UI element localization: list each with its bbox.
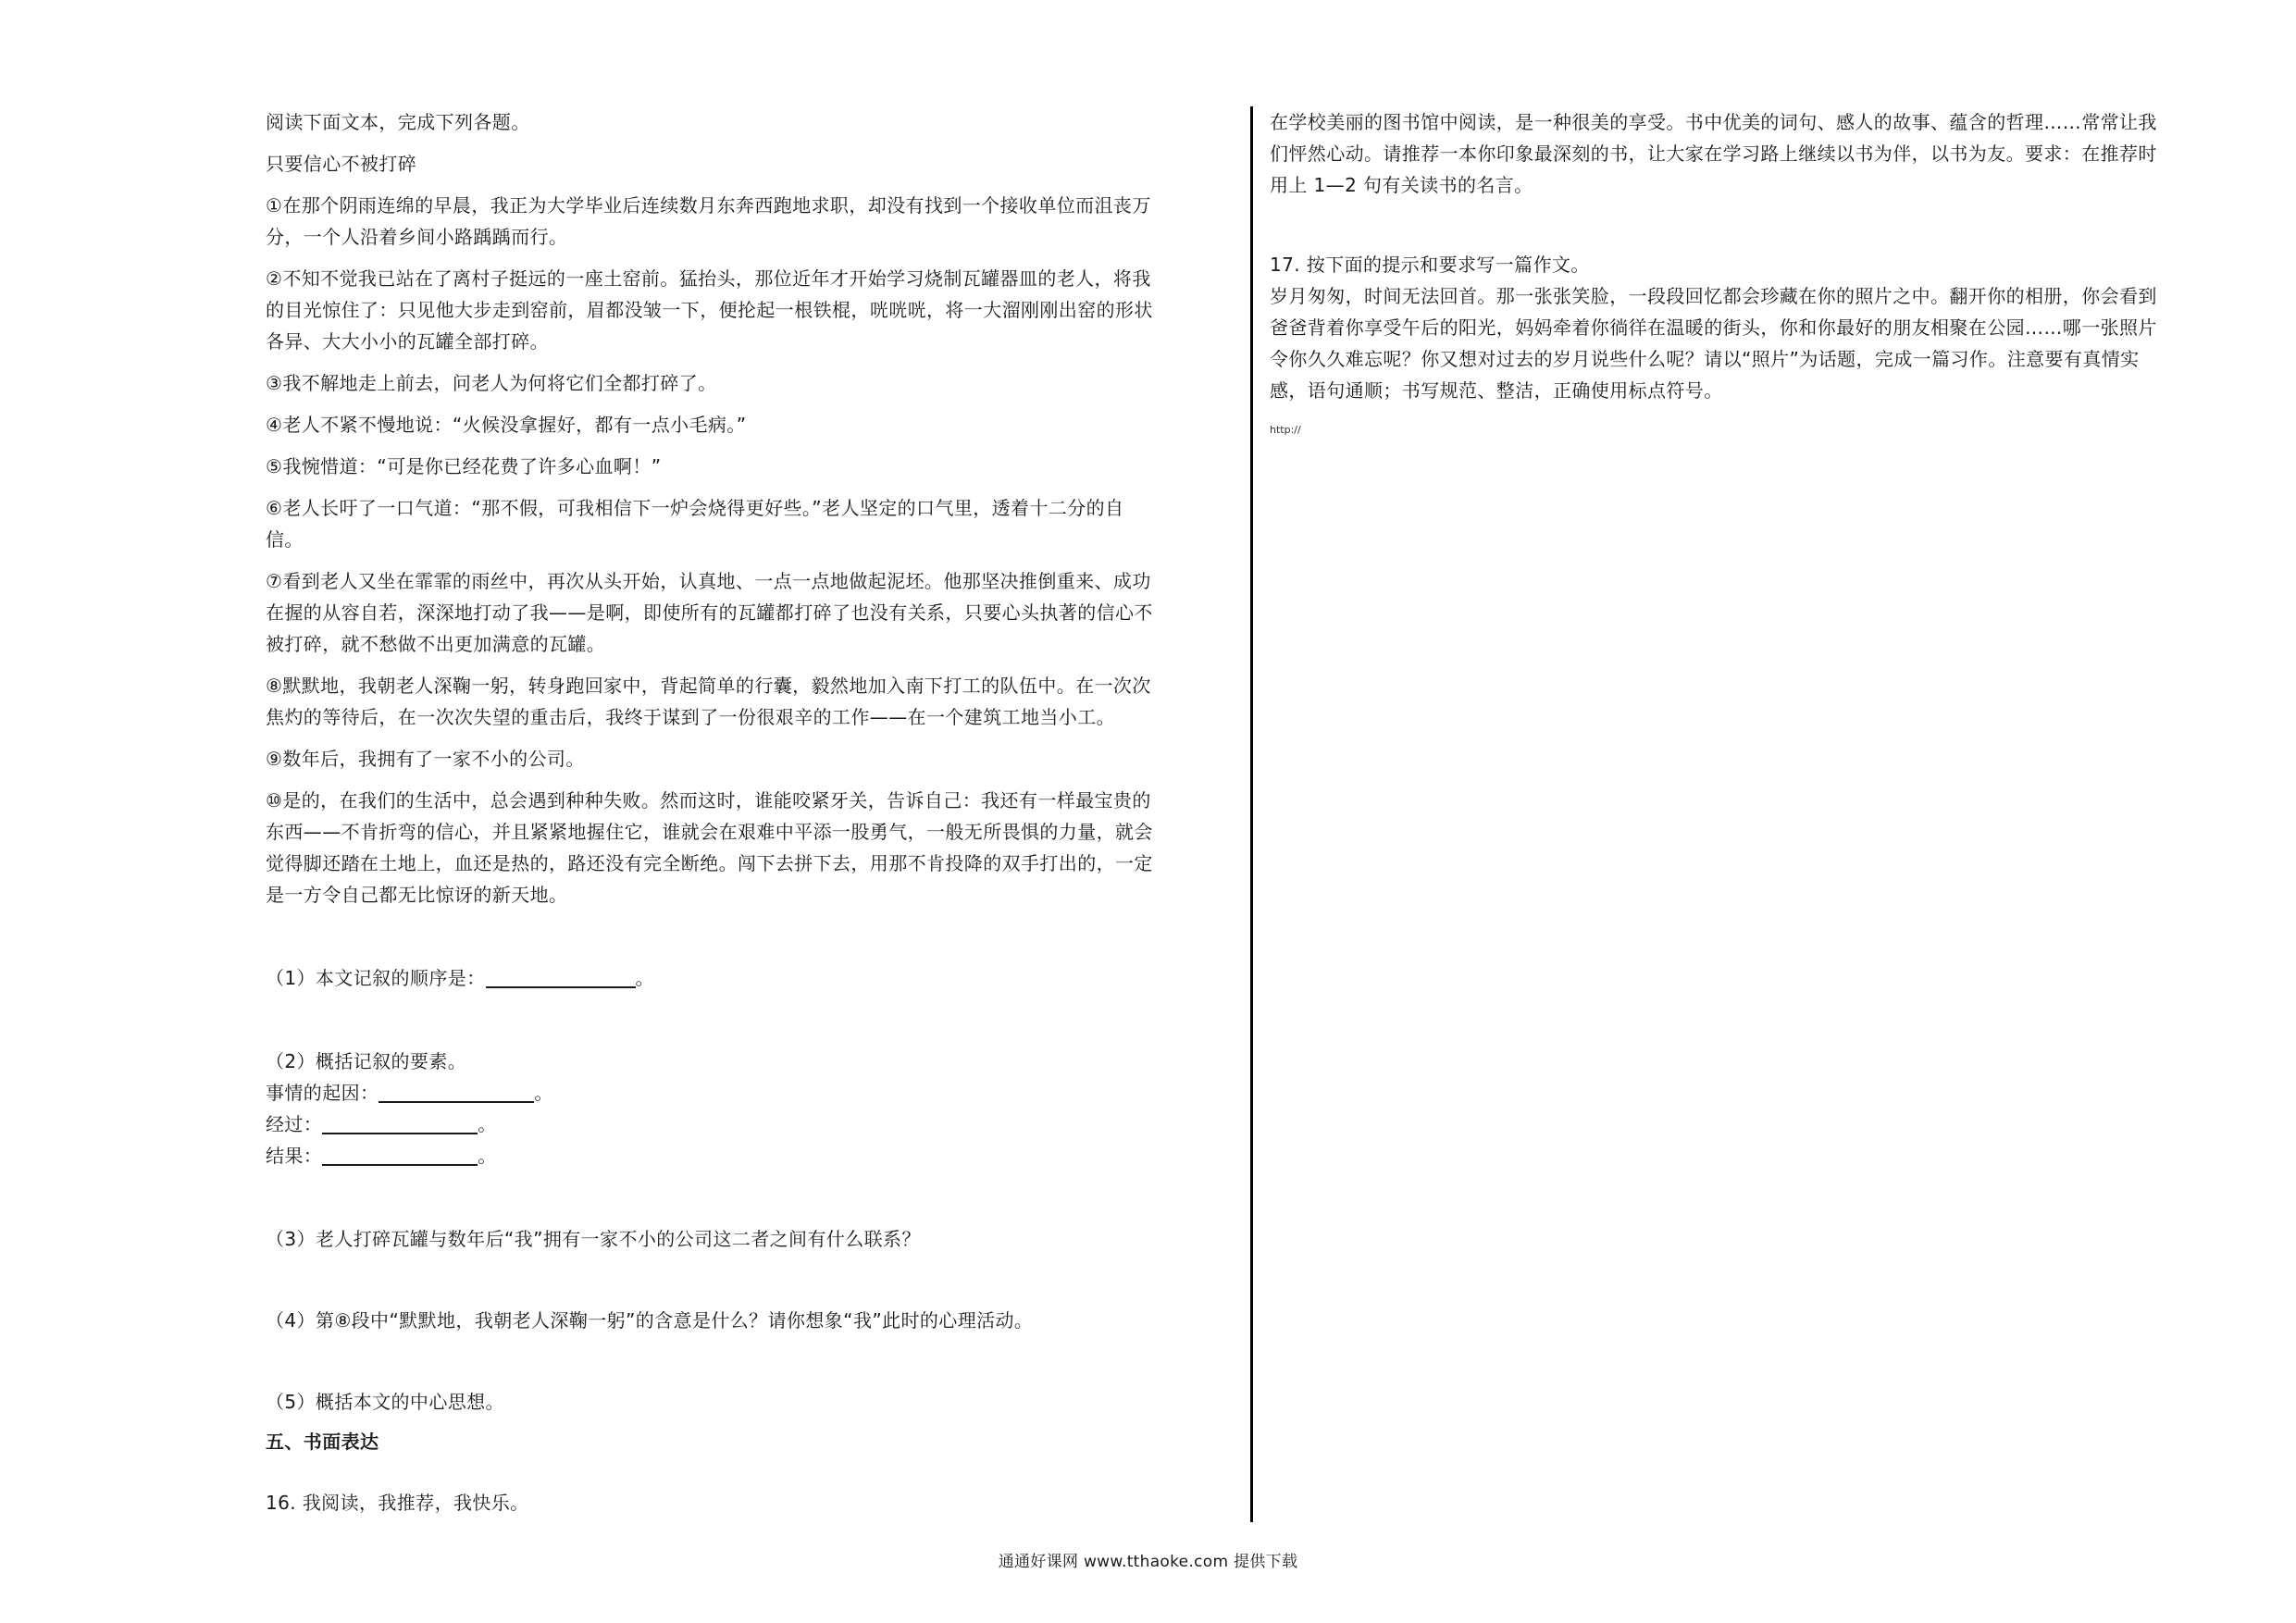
page-footer: 通通好课网 www.tthaoke.com 提供下载 bbox=[998, 1553, 1298, 1571]
article-title: 只要信心不被打碎 bbox=[266, 153, 417, 175]
paragraph-3: ③我不解地走上前去，问老人为何将它们全都打碎了。 bbox=[266, 372, 717, 394]
paragraph-10: ⑩是的，在我们的生活中，总会遇到种种失败。然而这时，谁能咬紧牙关，告诉自己：我还有一样最宝贵的 东西——不肯折弯的信心，并且紧紧地握住它，谁就会在艰难中平添一股勇气，一般无所畏惧的力量，就会 觉得脚还踏在土地上，血还是热的，路还没有完全断绝。闯下去拼下去，用那不肯投降的双手打出的，一定 是一方令自己都无比惊讶的新天地。 bbox=[266, 789, 1153, 906]
question-2: （2）概括记叙的要素。 事情的起因： 。 经过： 。 结果： 。 bbox=[266, 1050, 553, 1167]
paragraph-2: ②不知不觉我已站在了离村子挺远的一座土窑前。猛抬头，那位近年才开始学习烧制瓦罐器皿的老人，将我 的目光惊住了：只见他大步走到窑前，眉都没皱一下，便抡起一根铁棍，咣咣咣，将一大溜刚刚出窑的形状 各异、大大小小的瓦罐全部打碎。 bbox=[266, 267, 1153, 353]
paragraph-7: ⑦看到老人又坐在霏霏的雨丝中，再次从头开始，认真地、一点一点地做起泥坯。他那坚决推倒重来、成功 在握的从容自若，深深地打动了我——是啊，即使所有的瓦罐都打碎了也没有关系，只要心头执著的信心不 被打碎，就不愁做不出更加满意的瓦罐。 bbox=[266, 570, 1153, 655]
question-16-prompt: 在学校美丽的图书馆中阅读，是一种很美的享受。书中优美的词句、感人的故事、蕴含的哲理……常常让我 们怦然心动。请推荐一本你印象最深刻的书，让大家在学习路上继续以书为伴，以书为友。要求：在推荐时 用上 1—2 句有关读书的名言。 bbox=[1270, 111, 2157, 196]
question-1: （1）本文记叙的顺序是： 。 bbox=[266, 967, 654, 989]
answer-blank[interactable] bbox=[322, 1112, 478, 1134]
column-divider bbox=[1250, 106, 1253, 1522]
question-5: （5）概括本文的中心思想。 bbox=[266, 1391, 504, 1413]
right-column bbox=[1270, 106, 2246, 438]
question-4: （4）第⑧段中“默默地，我朝老人深鞠一躬”的含意是什么？请你想象“我”此时的心理活动。 bbox=[266, 1309, 1034, 1332]
url-text: http:// bbox=[1270, 424, 1301, 436]
left-column bbox=[266, 106, 1233, 1518]
paragraph-6: ⑥老人长吁了一口气道：“那不假，可我相信下一炉会烧得更好些。”老人坚定的口气里，透着十二分的自 信。 bbox=[266, 497, 1124, 551]
instruction: 阅读下面文本，完成下列各题。 bbox=[266, 111, 530, 133]
question-16: 16. 我阅读，我推荐，我快乐。 bbox=[266, 1492, 529, 1514]
question-3: （3）老人打碎瓦罐与数年后“我”拥有一家不小的公司这二者之间有什么联系？ bbox=[266, 1228, 921, 1250]
section-heading: 五、书面表达 bbox=[266, 1431, 379, 1453]
answer-blank[interactable] bbox=[379, 1081, 534, 1103]
paragraph-9: ⑨数年后，我拥有了一家不小的公司。 bbox=[266, 748, 585, 770]
question-17: 17. 按下面的提示和要求写一篇作文。 bbox=[1270, 254, 1590, 276]
paragraph-8: ⑧默默地，我朝老人深鞠一躬，转身跑回家中，背起简单的行囊，毅然地加入南下打工的队伍中。在一次次 焦灼的等待后，在一次次失望的重击后，我终于谋到了一份很艰辛的工作——在一个建筑工地当小工。 bbox=[266, 675, 1151, 728]
question-17-prompt: 岁月匆匆，时间无法回首。那一张张笑脸，一段段回忆都会珍藏在你的照片之中。翻开你的相册，你会看到 爸爸背着你享受午后的阳光，妈妈牵着你徜徉在温暖的街头，你和你最好的朋友相聚在公园……哪一张照片 令你久久难忘呢？你又想对过去的岁月说些什么呢？请以“照片”为话题，完成一篇习作。注意要有真情实 感，语句通顺；书写规范、整洁，正确使用标点符号。 bbox=[1270, 285, 2157, 402]
paragraph-5: ⑤我惋惜道：“可是你已经花费了许多心血啊！” bbox=[266, 455, 662, 477]
answer-blank[interactable] bbox=[486, 966, 636, 988]
paragraph-4: ④老人不紧不慢地说：“火候没拿握好，都有一点小毛病。” bbox=[266, 414, 747, 436]
paragraph-1: ①在那个阴雨连绵的早晨，我正为大学毕业后连续数月东奔西跑地求职，却没有找到一个接收单位而沮丧万 分，一个人沿着乡间小路踽踽而行。 bbox=[266, 194, 1151, 248]
answer-blank[interactable] bbox=[322, 1144, 478, 1166]
